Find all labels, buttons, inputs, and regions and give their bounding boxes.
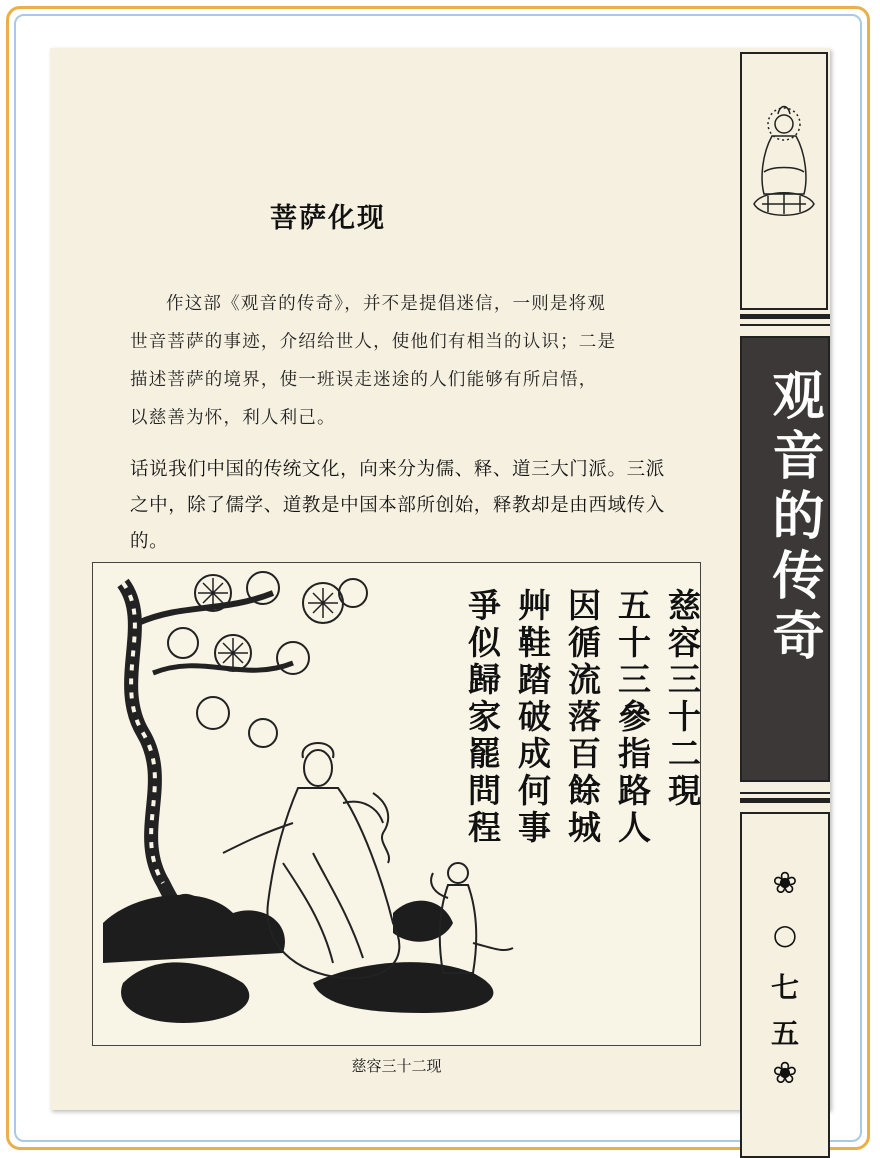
intro-line: 世音菩萨的事迹，介绍给世人，使他们有相当的认识；二是	[130, 332, 617, 352]
book-title-band	[740, 336, 830, 782]
page-number-digit: 五	[770, 1017, 799, 1050]
divider-rule	[740, 314, 830, 319]
intro-line: 以慈善为怀，利人利己。	[130, 408, 336, 428]
side-bar	[740, 48, 830, 1110]
page-number-panel	[740, 812, 830, 1158]
guanyin-emblem-panel	[740, 52, 828, 310]
illustration-caption: 慈容三十二现	[351, 1057, 442, 1075]
intro-line: 描述菩萨的境界，使一班误走迷途的人们能够有所启悟，	[130, 370, 598, 390]
guanyin-emblem-icon	[742, 54, 826, 308]
page-number-digit: 七	[770, 971, 799, 1004]
divider-rule	[740, 792, 830, 794]
divider-rule	[740, 798, 830, 803]
intro-paragraph	[130, 285, 670, 437]
flower-ornament-icon: ❀	[772, 866, 798, 901]
poem-block	[462, 588, 702, 847]
main-line: 之中，除了儒学、道教是中国本部所创始，释教却是由西域传入的。	[130, 495, 665, 552]
main-line: 话说我们中国的传统文化，向来分为儒、释、道三大门派。三派	[130, 459, 665, 480]
page-number-digit: ○	[772, 918, 798, 951]
intro-line: 作这部《观音的传奇》，并不是提倡迷信，一则是将观	[166, 294, 607, 314]
divider-rule	[740, 324, 830, 326]
section-title: 菩萨化现	[270, 203, 386, 234]
poem-column: 艸鞋踏破成何事	[513, 588, 552, 847]
poem-column: 爭似歸家罷問程	[463, 588, 502, 847]
poem-column: 五十三參指路人	[613, 588, 652, 847]
book-title: 观音的传奇	[763, 368, 824, 668]
poem-column: 因循流落百餘城	[563, 588, 602, 847]
flower-ornament-icon: ❀	[772, 1056, 798, 1091]
poem-column: 慈容三十二現	[663, 588, 702, 810]
